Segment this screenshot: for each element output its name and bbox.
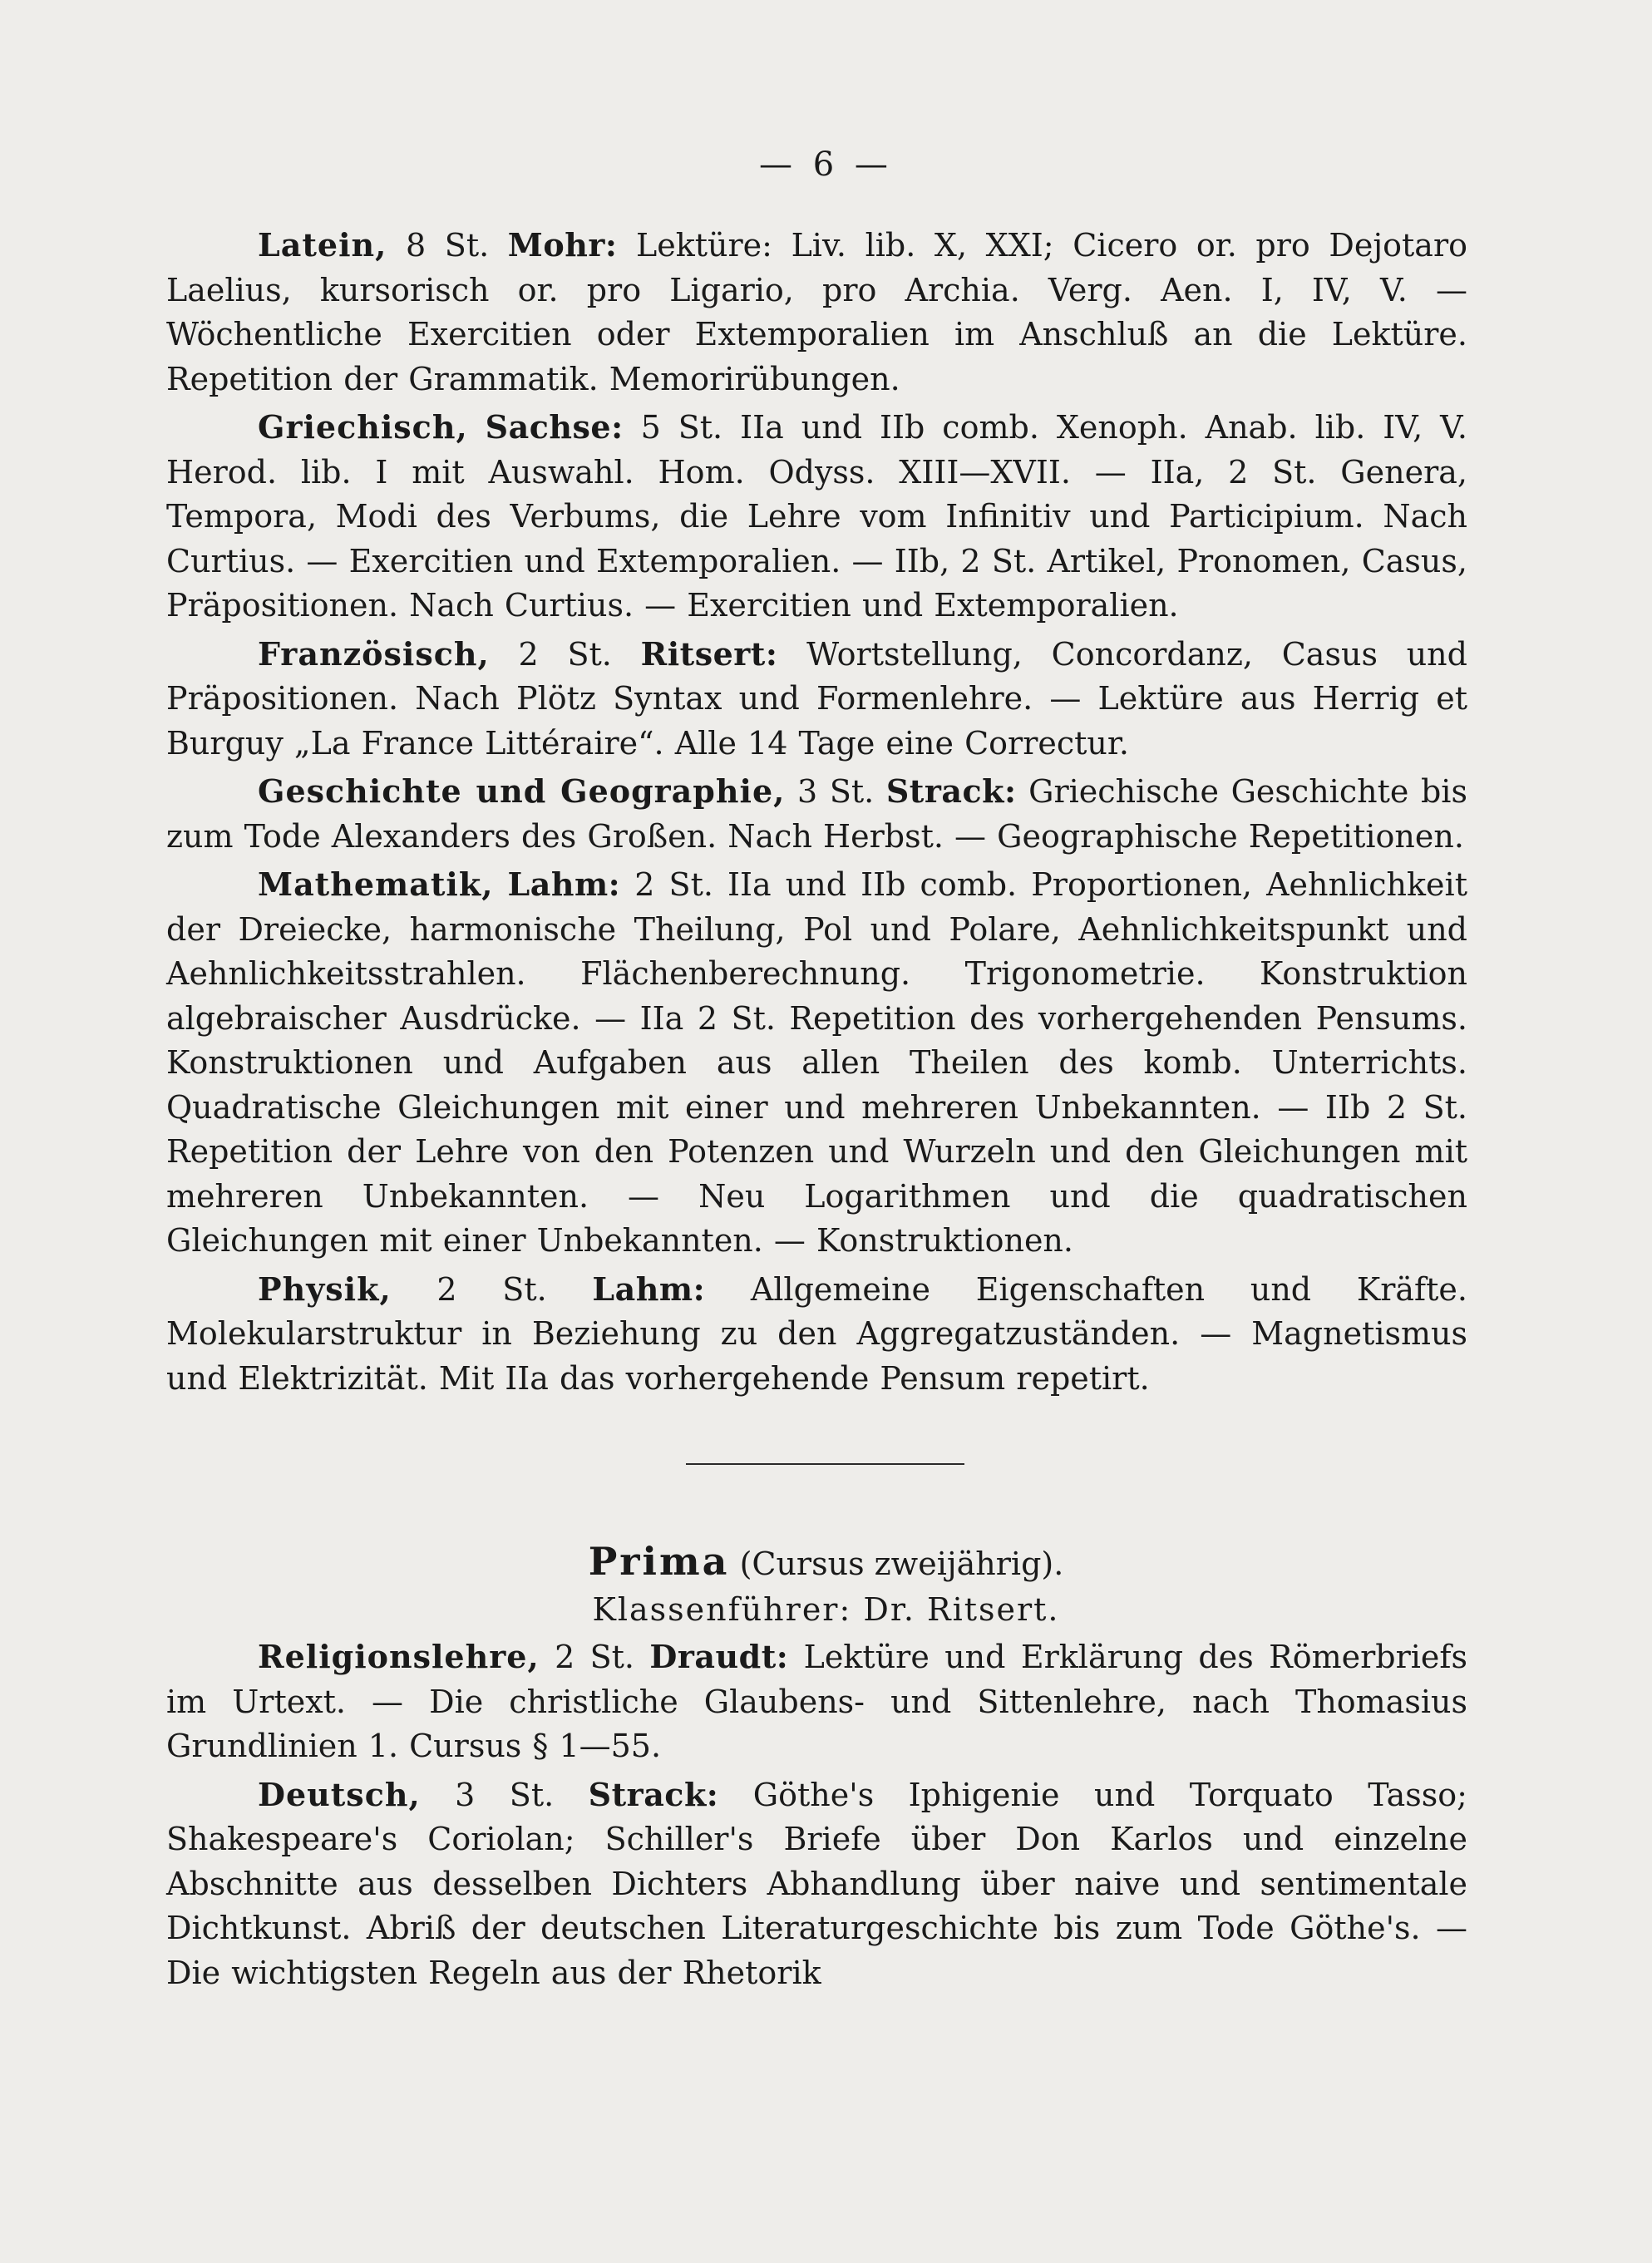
prima-subjects	[166, 1634, 1467, 1995]
subject-text: Lektüre und Erklärung des Römerbriefs im Urtext. — Die christliche Glaubens- und Sittenlehre, nach Thomasius Grundlinien 1. Cursus § 1—55.	[166, 1639, 1467, 1764]
subject-hours: 2 St.	[436, 1270, 547, 1308]
subject-deutsch	[166, 1772, 1467, 1996]
subject-text: Griechische Geschichte bis zum Tode Alexanders des Großen. Nach Herbst. — Geographische Repetitionen.	[166, 773, 1467, 855]
subject-griechisch	[166, 405, 1467, 629]
page-number: — 6 —	[759, 145, 893, 184]
subject-franzoesisch	[166, 632, 1467, 767]
subject-hours: 3 St.	[455, 1776, 555, 1813]
subject-heading: Griechisch,	[258, 408, 468, 446]
subject-physik	[166, 1267, 1467, 1402]
subject-heading: Deutsch,	[258, 1775, 421, 1813]
subject-heading: Französisch,	[258, 634, 490, 673]
section-divider	[686, 1463, 964, 1465]
subject-heading: Mathematik,	[258, 865, 494, 903]
prima-title: Prima	[588, 1539, 730, 1584]
subject-teacher: Ritsert:	[640, 634, 778, 673]
subject-text: Allgemeine Eigenschaften und Kräfte. Molekularstruktur in Beziehung zu den Aggregatzuständen. — Magnetismus und Elektrizität. Mit IIa das vorhergehende Pensum repetirt.	[166, 1270, 1467, 1397]
subject-heading: Geschichte und Geographie,	[258, 772, 786, 810]
subject-religionslehre	[166, 1634, 1467, 1769]
subject-teacher: Sachse:	[485, 408, 624, 446]
subject-text: Göthe's Iphigenie und Torquato Tasso; Shakespeare's Coriolan; Schiller's Briefe über Don Karlos und einzelne Abschnitte aus desselben Dichters Abhandlung über naive und sentimentale Dichtkunst. Abriß der deutschen Literaturgeschichte bis zum Tode Göthe's. — Die wichtigsten Regeln aus der Rhetorik	[166, 1776, 1467, 1991]
prima-heading	[0, 1540, 1652, 1586]
subject-hours: 2 St.	[518, 635, 612, 673]
subject-heading: Physik,	[258, 1270, 392, 1308]
subject-teacher: Strack:	[885, 772, 1017, 810]
subject-hours: 3 St.	[797, 773, 875, 810]
subject-teacher: Strack:	[588, 1775, 719, 1813]
subject-teacher: Mohr:	[507, 226, 618, 264]
subject-text: 5 St. IIa und IIb comb. Xenoph. Anab. lib. IV, V. Herod. lib. I mit Auswahl. Hom. Odyss. XIII—XVII. — IIa, 2 St. Genera, Tempora, Modi des Verbums, die Lehre vom Infinitiv und Participium. Nach Curtius. — Exercitien und Extemporalien. — IIb, 2 St. Artikel, Pronomen, Casus, Präpositionen. Nach Curtius. — Exercitien und Extemporalien.	[166, 409, 1467, 624]
secunda-subjects	[166, 223, 1467, 1401]
subject-hours: 2 St.	[555, 1639, 635, 1675]
subject-heading: Latein,	[258, 226, 387, 264]
subject-teacher: Draudt:	[649, 1638, 789, 1675]
subject-teacher: Lahm:	[507, 865, 621, 903]
subject-teacher: Lahm:	[592, 1270, 706, 1308]
subject-text: Wortstellung, Concordanz, Casus und Präpositionen. Nach Plötz Syntax und Formenlehre. — Lektüre aus Herrig et Burguy „La France Littéraire“. Alle 14 Tage eine Correctur.	[166, 635, 1467, 762]
subject-geschichte	[166, 769, 1467, 859]
subject-heading: Religionslehre,	[258, 1638, 540, 1675]
subject-text: 2 St. IIa und IIb comb. Proportionen, Aehnlichkeit der Dreiecke, harmonische Theilung, Pol und Polare, Aehnlichkeitspunkt und Aehnlichkeitsstrahlen. Flächenberechnung. Trigonometrie. Konstruktion algebraischer Ausdrücke. — IIa 2 St. Repetition des vorhergehenden Pensums. Konstruktionen und Aufgaben aus allen Theilen des komb. Unterrichts. Quadratische Gleichungen mit einer und mehreren Unbekannten. — IIb 2 St. Repetition der Lehre von den Potenzen und Wurzeln und den Gleichungen mit mehreren Unbekannten. — Neu Logarithmen und die quadratischen Gleichungen mit einer Unbekannten. — Konstruktionen.	[166, 866, 1467, 1259]
subject-mathematik	[166, 862, 1467, 1264]
class-leader: Klassenführer: Dr. Ritsert.	[592, 1591, 1060, 1628]
subject-text: Lektüre: Liv. lib. X, XXI; Cicero or. pro Dejotaro Laelius, kursorisch or. pro Ligario, pro Archia. Verg. Aen. I, IV, V. — Wöchentliche Exercitien oder Extemporalien im Anschluß an die Lektüre. Repetition der Grammatik. Memorirübungen.	[166, 227, 1467, 397]
subject-latein	[166, 223, 1467, 402]
prima-subtitle: (Cursus zweijährig).	[739, 1546, 1064, 1582]
subject-hours: 8 St.	[406, 227, 490, 264]
